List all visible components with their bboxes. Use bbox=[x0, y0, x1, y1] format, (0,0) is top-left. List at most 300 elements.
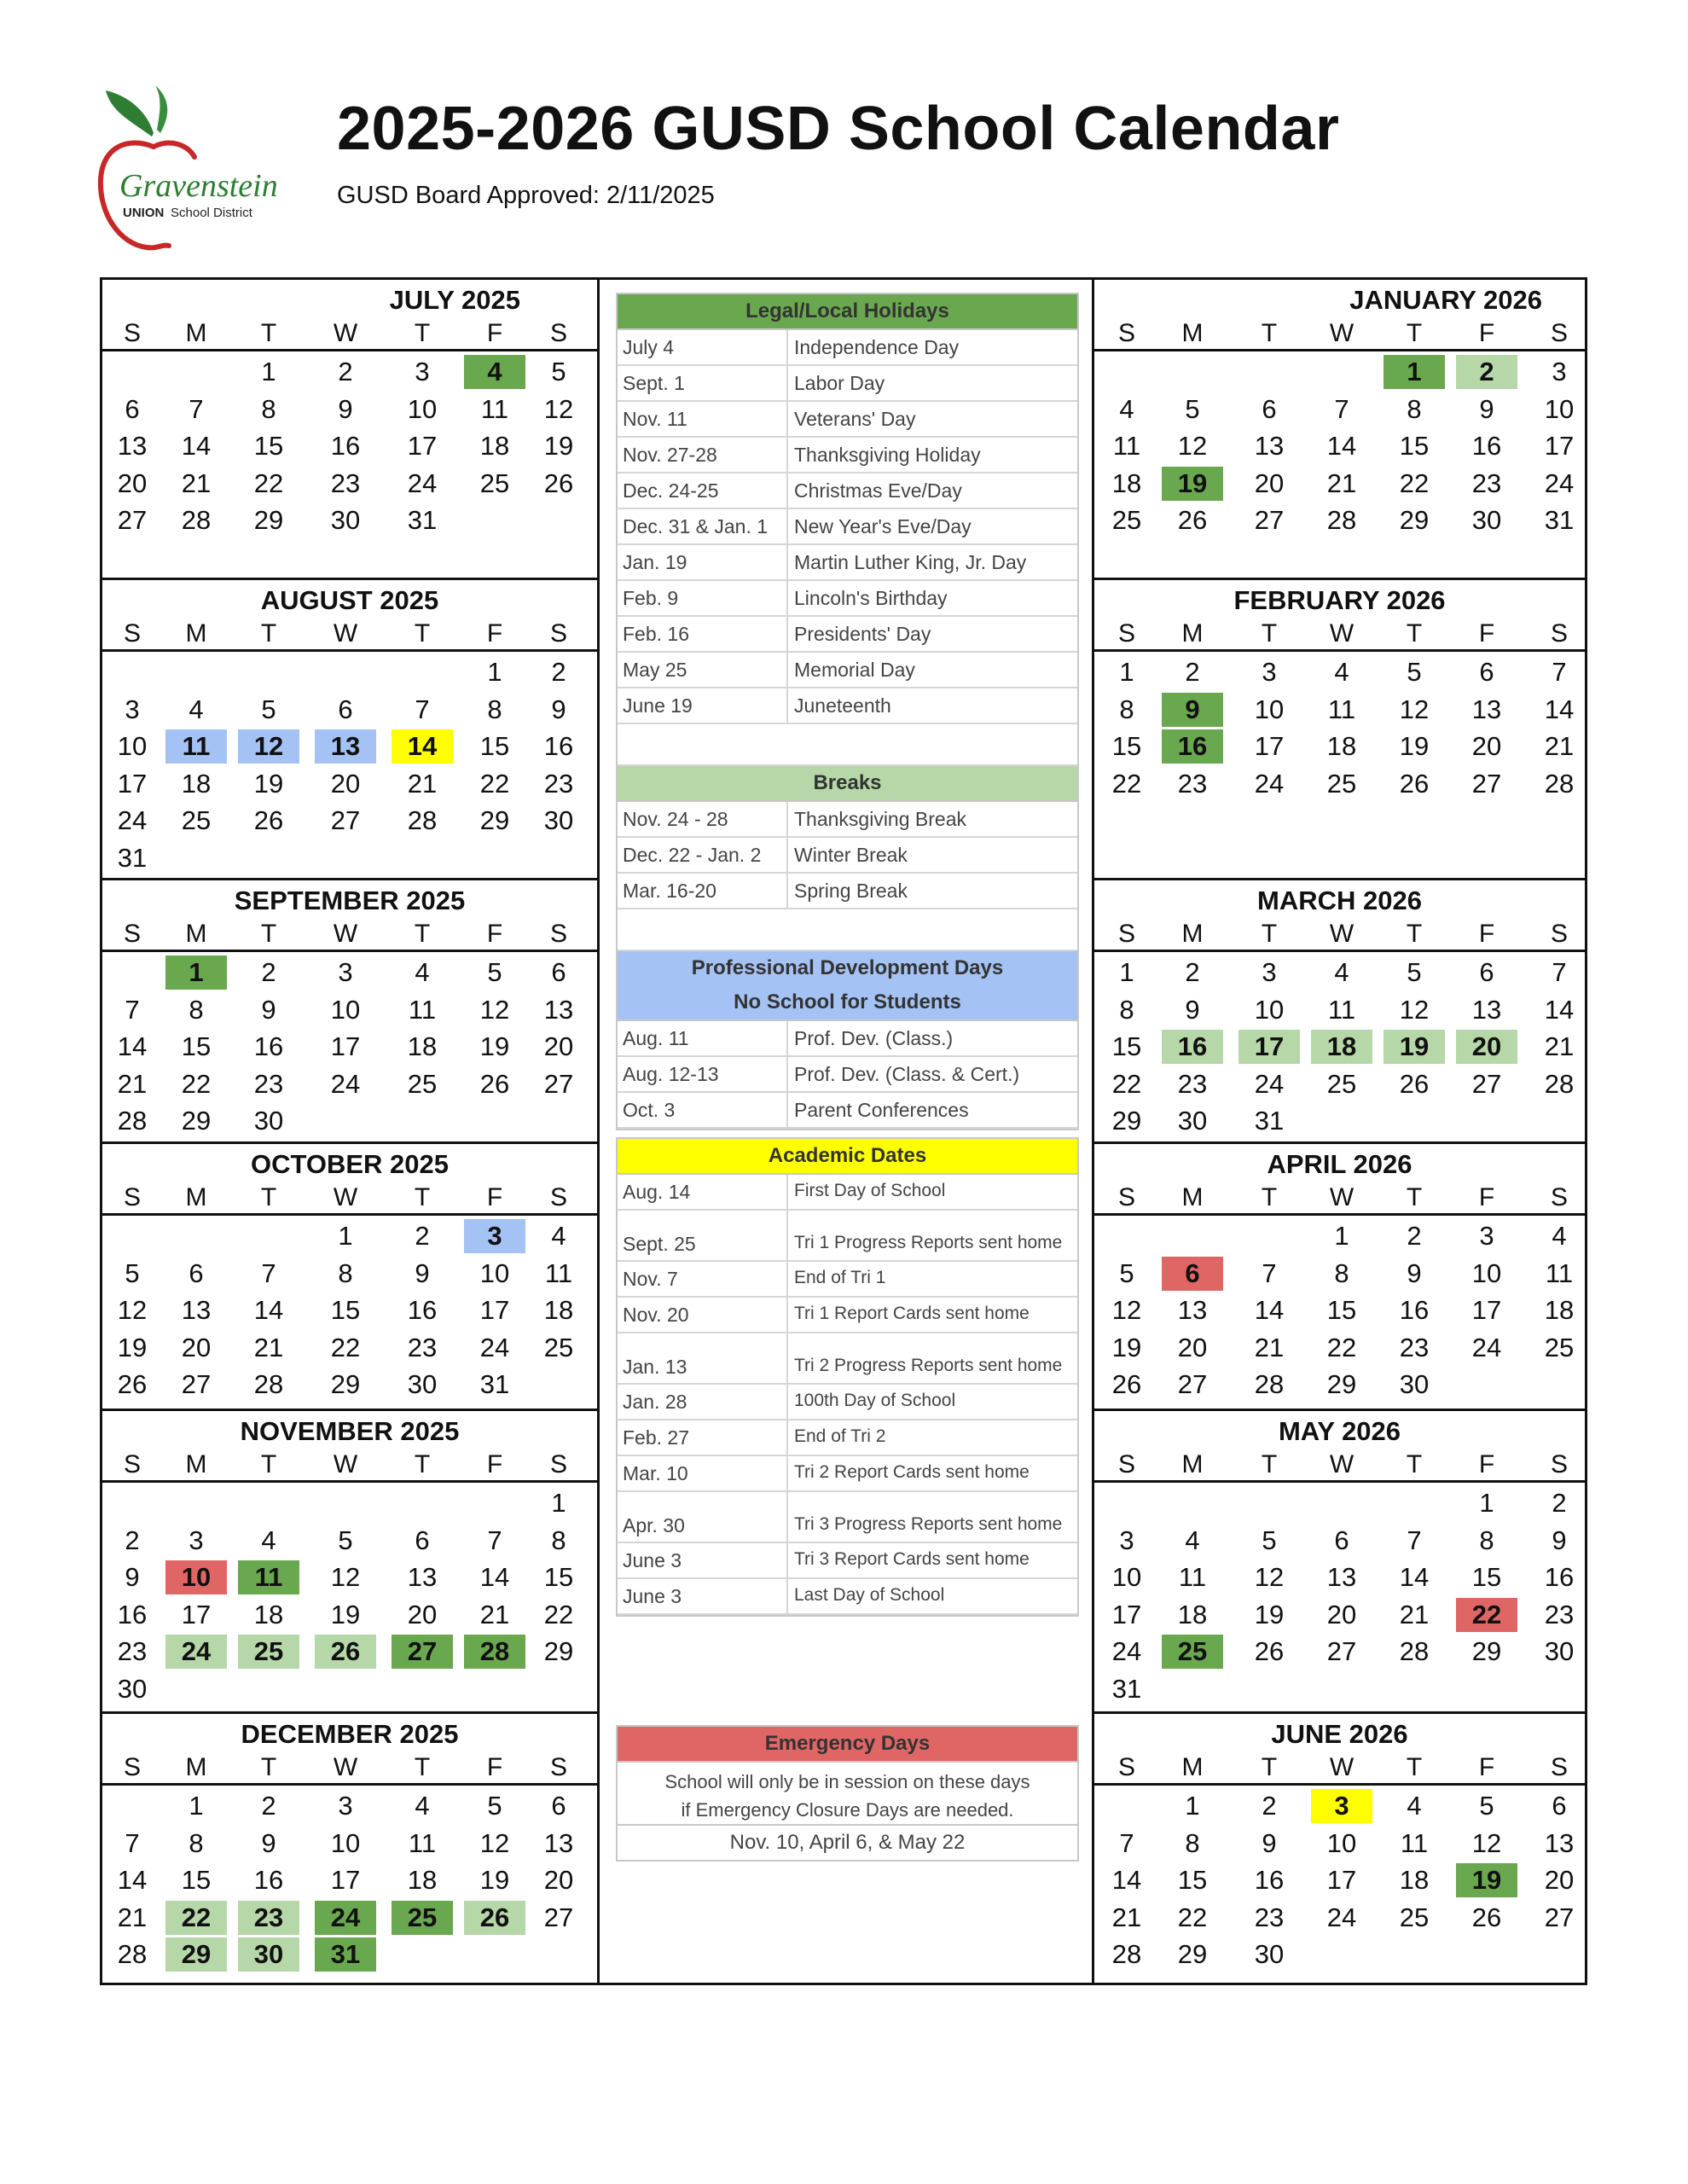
calendar-day: 1 bbox=[1119, 957, 1134, 987]
calendar-day: 17 bbox=[407, 431, 438, 461]
calendar-day: 23 bbox=[407, 1332, 438, 1362]
weekday-label: F bbox=[1478, 619, 1495, 648]
month-september-2025 bbox=[102, 880, 597, 1144]
calendar-day: 19 bbox=[1254, 1599, 1285, 1629]
calendar-day: 18 bbox=[543, 1295, 574, 1325]
calendar-day: 23 bbox=[117, 1636, 148, 1666]
logo-sub-bold: UNION bbox=[123, 206, 165, 220]
weekday-label: S bbox=[1117, 319, 1135, 347]
month-april-2026 bbox=[1094, 1144, 1585, 1411]
academic-date: June 3 bbox=[623, 1585, 682, 1607]
calendar-day: 3 bbox=[464, 1219, 525, 1253]
calendar-day: 30 bbox=[543, 805, 574, 835]
calendar-day: 15 bbox=[1471, 1562, 1502, 1592]
weekday-label: F bbox=[486, 319, 503, 347]
calendar-day: 13 bbox=[315, 729, 376, 764]
academic-row bbox=[618, 1333, 1077, 1385]
weekday-label: F bbox=[1478, 319, 1495, 347]
emergency-title: Emergency Days bbox=[618, 1727, 1077, 1763]
calendar-day: 14 bbox=[1111, 1865, 1142, 1895]
weekday-label: S bbox=[123, 619, 141, 648]
weekday-label: T bbox=[1406, 619, 1423, 648]
calendar-day: 7 bbox=[261, 1258, 276, 1288]
calendar-day: 18 bbox=[407, 1865, 438, 1895]
calendar-day: 26 bbox=[479, 1068, 510, 1099]
calendar-day: 5 bbox=[1119, 1258, 1134, 1288]
calendar-day: 21 bbox=[1544, 1031, 1575, 1061]
holidays-row bbox=[618, 366, 1077, 402]
calendar-day: 22 bbox=[1177, 1902, 1208, 1932]
calendar-day: 2 bbox=[261, 1791, 276, 1821]
weekday-label: S bbox=[1117, 1450, 1135, 1478]
calendar-day: 31 bbox=[479, 1369, 510, 1399]
calendar-day: 22 bbox=[479, 768, 510, 799]
calendar-day: 24 bbox=[117, 805, 148, 835]
calendar-day: 28 bbox=[1399, 1636, 1430, 1666]
calendar-day: 13 bbox=[1254, 431, 1285, 461]
weekday-header bbox=[1094, 314, 1585, 351]
calendar-day: 12 bbox=[1399, 694, 1430, 724]
calendar-day: 2 bbox=[338, 357, 353, 386]
calendar-day: 4 bbox=[1119, 393, 1134, 424]
academic-date: Mar. 10 bbox=[623, 1462, 688, 1484]
calendar-day: 6 bbox=[1162, 1257, 1223, 1291]
weekday-label: W bbox=[333, 619, 358, 648]
calendar-day: 23 bbox=[253, 1068, 284, 1099]
month-june-2026 bbox=[1094, 1714, 1585, 1985]
calendar-day: 26 bbox=[1399, 768, 1430, 799]
calendar-day: 9 bbox=[261, 1827, 276, 1858]
weekday-label: S bbox=[549, 1183, 567, 1211]
weekday-label: F bbox=[486, 1183, 503, 1211]
calendar-day: 5 bbox=[1407, 657, 1422, 687]
calendar-day: 25 bbox=[392, 1901, 453, 1935]
calendar-day: 25 bbox=[238, 1635, 299, 1669]
calendar-day: 15 bbox=[543, 1562, 574, 1592]
calendar-day: 28 bbox=[1544, 1068, 1575, 1099]
academic-title: Academic Dates bbox=[618, 1139, 1077, 1175]
calendar-day: 23 bbox=[238, 1901, 299, 1935]
leaf-icon bbox=[155, 85, 167, 133]
calendar-day: 8 bbox=[189, 994, 204, 1025]
calendar-day: 6 bbox=[338, 694, 353, 724]
weekday-label: W bbox=[333, 1183, 358, 1211]
weekday-header bbox=[102, 1445, 597, 1483]
calendar-day: 14 bbox=[392, 729, 453, 764]
calendar-day: 25 bbox=[181, 805, 212, 835]
calendar-day: 2 bbox=[1185, 957, 1200, 987]
calendar-day: 8 bbox=[338, 1258, 353, 1288]
calendar-day: 27 bbox=[330, 805, 361, 835]
breaks-row bbox=[618, 874, 1077, 909]
calendar-day: 14 bbox=[479, 1562, 510, 1592]
calendar-day: 6 bbox=[125, 393, 140, 424]
calendar-day: 8 bbox=[189, 1827, 204, 1858]
weekday-label: M bbox=[1181, 1753, 1204, 1781]
calendar-day: 18 bbox=[479, 431, 510, 461]
weekday-label: S bbox=[1117, 619, 1135, 648]
calendar-day: 9 bbox=[261, 994, 276, 1025]
calendar-day: 26 bbox=[1254, 1636, 1285, 1666]
calendar-day: 17 bbox=[1111, 1599, 1142, 1629]
calendar-day: 14 bbox=[1326, 431, 1357, 461]
calendar-day: 24 bbox=[165, 1635, 227, 1669]
calendar-day: 30 bbox=[1254, 1939, 1285, 1969]
month-may-2026 bbox=[1094, 1411, 1585, 1714]
holidays-description: Martin Luther King, Jr. Day bbox=[794, 551, 1027, 573]
calendar-day: 30 bbox=[238, 1937, 299, 1972]
calendar-day: 15 bbox=[1177, 1865, 1208, 1895]
calendar-day: 21 bbox=[1544, 731, 1575, 761]
calendar-day: 27 bbox=[1254, 505, 1285, 535]
weekday-label: S bbox=[1550, 1450, 1568, 1478]
calendar-day: 4 bbox=[1552, 1221, 1567, 1251]
calendar-day: 26 bbox=[464, 1901, 525, 1935]
calendar-day: 26 bbox=[1177, 505, 1208, 535]
calendar-day: 20 bbox=[117, 468, 148, 498]
calendar-day: 18 bbox=[1311, 1030, 1372, 1064]
calendar-day: 21 bbox=[117, 1902, 148, 1932]
calendar-day: 18 bbox=[1177, 1599, 1208, 1629]
month-august-2025 bbox=[102, 580, 597, 880]
holidays-date: Nov. 27-28 bbox=[623, 444, 717, 466]
holidays-description: Labor Day bbox=[794, 372, 885, 394]
academic-description: Tri 3 Progress Reports sent home bbox=[794, 1514, 1063, 1534]
calendar-day: 26 bbox=[117, 1369, 148, 1399]
calendar-day: 2 bbox=[1552, 1488, 1567, 1518]
academic-row bbox=[618, 1456, 1077, 1492]
calendar-day: 9 bbox=[1552, 1525, 1567, 1555]
calendar-day: 30 bbox=[253, 1106, 284, 1136]
weekday-label: M bbox=[1181, 319, 1204, 347]
weekday-label: S bbox=[1117, 1183, 1135, 1211]
holidays-row bbox=[618, 653, 1077, 688]
calendar-day: 25 bbox=[479, 468, 510, 498]
calendar-day: 7 bbox=[1262, 1258, 1277, 1288]
calendar-day: 5 bbox=[487, 1791, 502, 1821]
calendar-day: 5 bbox=[551, 357, 566, 386]
calendar-day: 26 bbox=[1399, 1068, 1430, 1099]
month-march-2026 bbox=[1094, 880, 1585, 1144]
calendar-day: 10 bbox=[1471, 1258, 1502, 1288]
calendar-day: 2 bbox=[1262, 1791, 1277, 1821]
calendar-day: 11 bbox=[1178, 1562, 1207, 1592]
weekday-label: M bbox=[185, 1450, 207, 1478]
calendar-day: 16 bbox=[1254, 1865, 1285, 1895]
academic-row bbox=[618, 1420, 1077, 1456]
weekday-label: S bbox=[1550, 920, 1568, 948]
academic-date: Jan. 13 bbox=[623, 1356, 687, 1378]
calendar-day: 28 bbox=[1326, 505, 1357, 535]
calendar-day: 16 bbox=[330, 431, 361, 461]
calendar-day: 10 bbox=[165, 1560, 227, 1594]
weekday-label: S bbox=[549, 1753, 567, 1781]
calendar-day: 16 bbox=[1162, 729, 1223, 764]
calendar-day: 18 bbox=[407, 1031, 438, 1061]
weekday-label: S bbox=[1117, 1753, 1135, 1781]
calendar-day: 22 bbox=[1111, 1068, 1142, 1099]
calendar-day: 9 bbox=[1407, 1258, 1422, 1288]
emergency-line-2: if Emergency Closure Days are needed. bbox=[681, 1799, 1014, 1821]
calendar-day: 5 bbox=[125, 1258, 140, 1288]
calendar-day: 9 bbox=[1262, 1827, 1277, 1858]
calendar-day: 4 bbox=[189, 694, 204, 724]
weekday-label: F bbox=[1478, 1753, 1495, 1781]
calendar-day: 12 bbox=[479, 1827, 510, 1858]
calendar-day: 24 bbox=[1111, 1636, 1142, 1666]
weekday-label: M bbox=[185, 319, 207, 347]
holidays-date: Nov. 11 bbox=[623, 408, 687, 430]
calendar-day: 4 bbox=[464, 355, 525, 389]
month-name: OCTOBER 2025 bbox=[250, 1149, 449, 1179]
academic-row bbox=[618, 1543, 1077, 1579]
calendar-day: 14 bbox=[1544, 694, 1575, 724]
month-october-2025 bbox=[102, 1144, 597, 1411]
calendar-day: 24 bbox=[1326, 1902, 1357, 1932]
logo-sub: School District bbox=[171, 206, 252, 220]
calendar-day: 7 bbox=[415, 694, 430, 724]
logo-name: Gravenstein bbox=[119, 168, 278, 204]
calendar-day: 10 bbox=[1544, 393, 1575, 424]
calendar-day: 21 bbox=[1111, 1902, 1142, 1932]
holidays-date: July 4 bbox=[623, 336, 675, 358]
weekday-label: T bbox=[1406, 1183, 1423, 1211]
calendar-day: 28 bbox=[181, 505, 212, 535]
weekday-label: T bbox=[414, 319, 431, 347]
calendar-day: 23 bbox=[1399, 1332, 1430, 1362]
holidays-row bbox=[618, 402, 1077, 438]
calendar-day: 20 bbox=[543, 1031, 574, 1061]
calendar-day: 29 bbox=[1111, 1106, 1142, 1136]
holidays-date: Dec. 31 & Jan. 1 bbox=[623, 515, 769, 537]
calendar-day: 8 bbox=[1185, 1827, 1200, 1858]
calendar-day: 19 bbox=[117, 1332, 148, 1362]
prodev-description: Parent Conferences bbox=[794, 1099, 969, 1121]
academic-row bbox=[618, 1298, 1077, 1333]
calendar-day: 29 bbox=[330, 1369, 361, 1399]
calendar-day: 19 bbox=[1111, 1332, 1142, 1362]
calendar-day: 12 bbox=[330, 1562, 361, 1592]
calendar-day: 31 bbox=[1111, 1673, 1142, 1704]
academic-row bbox=[618, 1211, 1077, 1262]
calendar-day: 6 bbox=[1262, 393, 1277, 424]
weekday-label: W bbox=[1329, 920, 1354, 948]
calendar-day: 9 bbox=[1185, 994, 1200, 1025]
weekday-label: F bbox=[486, 1450, 503, 1478]
calendar-day: 5 bbox=[1479, 1791, 1494, 1821]
calendar-day: 28 bbox=[1254, 1369, 1285, 1399]
calendar-day: 2 bbox=[1185, 657, 1200, 687]
weekday-label: F bbox=[486, 920, 503, 948]
calendar-day: 10 bbox=[1326, 1827, 1357, 1858]
weekday-label: T bbox=[260, 1450, 277, 1478]
calendar-day: 10 bbox=[1254, 994, 1285, 1025]
calendar-day: 11 bbox=[408, 994, 437, 1025]
weekday-label: T bbox=[1406, 920, 1423, 948]
calendar-day: 23 bbox=[1177, 1068, 1208, 1099]
weekday-label: S bbox=[549, 1450, 567, 1478]
calendar-day: 10 bbox=[1111, 1562, 1142, 1592]
calendar-day: 25 bbox=[1111, 505, 1142, 535]
calendar-day: 4 bbox=[1334, 657, 1349, 687]
calendar-day: 24 bbox=[1544, 468, 1575, 498]
calendar-day: 20 bbox=[543, 1865, 574, 1895]
holidays-description: New Year's Eve/Day bbox=[794, 515, 972, 537]
calendar-day: 25 bbox=[1162, 1635, 1223, 1669]
calendar-day: 18 bbox=[1326, 731, 1357, 761]
calendar-day: 20 bbox=[407, 1599, 438, 1629]
weekday-header bbox=[102, 314, 597, 351]
month-name: SEPTEMBER 2025 bbox=[234, 886, 466, 915]
calendar-day: 3 bbox=[338, 1791, 353, 1821]
weekday-label: F bbox=[1478, 1183, 1495, 1211]
weekday-label: T bbox=[1406, 1753, 1423, 1781]
calendar-day: 14 bbox=[1544, 994, 1575, 1025]
calendar-day: 19 bbox=[543, 431, 574, 461]
academic-row bbox=[618, 1385, 1077, 1420]
calendar-day: 10 bbox=[1254, 694, 1285, 724]
calendar-day: 16 bbox=[1162, 1030, 1223, 1064]
calendar-day: 7 bbox=[189, 393, 204, 424]
calendar-day: 30 bbox=[330, 505, 361, 535]
weekday-header bbox=[1094, 614, 1585, 652]
calendar-day: 22 bbox=[1326, 1332, 1357, 1362]
calendar-day: 24 bbox=[1471, 1332, 1502, 1362]
calendar-day: 26 bbox=[1111, 1369, 1142, 1399]
weekday-label: M bbox=[185, 1183, 207, 1211]
weekday-label: M bbox=[1181, 920, 1204, 948]
calendar-day: 7 bbox=[125, 994, 140, 1025]
calendar-day: 13 bbox=[117, 431, 148, 461]
calendar-day: 15 bbox=[1399, 431, 1430, 461]
calendar-day: 13 bbox=[543, 994, 574, 1025]
column-divider bbox=[597, 280, 600, 1983]
emergency-line-1: School will only be in session on these days bbox=[664, 1771, 1030, 1792]
calendar-day: 25 bbox=[1326, 1068, 1357, 1099]
page-title: 2025-2026 GUSD School Calendar bbox=[337, 95, 1340, 163]
calendar-day: 16 bbox=[543, 731, 574, 761]
calendar-day: 29 bbox=[543, 1636, 574, 1666]
calendar-day: 8 bbox=[1119, 694, 1134, 724]
calendar-day: 11 bbox=[1112, 431, 1141, 461]
calendar-day: 12 bbox=[479, 994, 510, 1025]
academic-description: Tri 1 Report Cards sent home bbox=[794, 1304, 1030, 1323]
weekday-header bbox=[102, 915, 597, 952]
breaks-title: Breaks bbox=[618, 766, 1077, 802]
weekday-label: W bbox=[1329, 619, 1354, 648]
holidays-row bbox=[618, 581, 1077, 617]
holidays-date: Sept. 1 bbox=[623, 372, 685, 394]
calendar-day: 6 bbox=[551, 1791, 566, 1821]
weekday-label: F bbox=[1478, 920, 1495, 948]
weekday-label: S bbox=[549, 619, 567, 648]
weekday-label: S bbox=[123, 1450, 141, 1478]
holidays-date: Feb. 9 bbox=[623, 587, 679, 609]
prodev-description: Prof. Dev. (Class.) bbox=[794, 1027, 954, 1049]
calendar-day: 9 bbox=[1479, 393, 1494, 424]
calendar-day: 21 bbox=[253, 1332, 284, 1362]
holidays-table bbox=[616, 293, 1079, 1130]
calendar-day: 29 bbox=[181, 1106, 212, 1136]
calendar-day: 14 bbox=[1399, 1562, 1430, 1592]
holidays-date: Jan. 19 bbox=[623, 551, 687, 573]
month-name: MAY 2026 bbox=[1278, 1416, 1401, 1446]
calendar-day: 25 bbox=[407, 1068, 438, 1099]
calendar-day: 21 bbox=[1399, 1599, 1430, 1629]
holidays-description: Presidents' Day bbox=[794, 623, 931, 645]
calendar-day: 17 bbox=[330, 1031, 361, 1061]
month-january-2026 bbox=[1094, 280, 1585, 580]
calendar-day: 29 bbox=[1326, 1369, 1357, 1399]
holidays-description: Lincoln's Birthday bbox=[794, 587, 948, 609]
calendar-day: 14 bbox=[253, 1295, 284, 1325]
calendar-day: 22 bbox=[543, 1599, 574, 1629]
calendar-day: 16 bbox=[117, 1599, 148, 1629]
weekday-label: S bbox=[1550, 1753, 1568, 1781]
calendar-day: 15 bbox=[181, 1031, 212, 1061]
calendar-day: 1 bbox=[165, 956, 227, 990]
calendar-day: 28 bbox=[117, 1106, 148, 1136]
weekday-label: T bbox=[414, 1753, 431, 1781]
weekday-label: S bbox=[123, 319, 141, 347]
weekday-label: W bbox=[333, 1450, 358, 1478]
calendar-day: 6 bbox=[1334, 1525, 1349, 1555]
calendar-day: 15 bbox=[330, 1295, 361, 1325]
weekday-label: F bbox=[486, 619, 503, 648]
weekday-label: T bbox=[1406, 1450, 1423, 1478]
academic-date: Sept. 25 bbox=[623, 1233, 696, 1255]
weekday-header bbox=[1094, 1748, 1585, 1786]
calendar-day: 11 bbox=[165, 729, 227, 764]
month-december-2025 bbox=[102, 1714, 597, 1985]
academic-row bbox=[618, 1175, 1077, 1211]
calendar-day: 28 bbox=[1111, 1939, 1142, 1969]
calendar-day: 27 bbox=[392, 1635, 453, 1669]
calendar-day: 28 bbox=[253, 1369, 284, 1399]
holidays-description: Juneteenth bbox=[794, 694, 891, 717]
calendar-day: 4 bbox=[1407, 1791, 1422, 1821]
calendar-day: 7 bbox=[125, 1827, 140, 1858]
calendar-day: 24 bbox=[1254, 1068, 1285, 1099]
calendar-day: 26 bbox=[1471, 1902, 1502, 1932]
calendar-day: 1 bbox=[1119, 657, 1134, 687]
prodev-date: Aug. 11 bbox=[623, 1027, 689, 1049]
calendar-day: 2 bbox=[1456, 355, 1517, 389]
calendar-day: 6 bbox=[551, 957, 566, 987]
calendar-day: 23 bbox=[1544, 1599, 1575, 1629]
calendar-day: 15 bbox=[1326, 1295, 1357, 1325]
month-november-2025 bbox=[102, 1411, 597, 1714]
calendar-day: 20 bbox=[330, 768, 361, 799]
calendar-day: 24 bbox=[315, 1901, 376, 1935]
breaks-description: Thanksgiving Break bbox=[794, 808, 966, 830]
weekday-label: M bbox=[185, 1753, 207, 1781]
calendar-day: 4 bbox=[261, 1525, 276, 1555]
calendar-day: 5 bbox=[338, 1525, 353, 1555]
calendar-day: 22 bbox=[330, 1332, 361, 1362]
calendar-day: 1 bbox=[1479, 1488, 1494, 1518]
calendar-day: 31 bbox=[407, 505, 438, 535]
calendar-day: 4 bbox=[551, 1221, 566, 1251]
calendar-day: 21 bbox=[1254, 1332, 1285, 1362]
weekday-header bbox=[102, 1178, 597, 1216]
month-july-2025 bbox=[102, 280, 597, 580]
calendar-day: 29 bbox=[253, 505, 284, 535]
calendar-day: 17 bbox=[1238, 1030, 1300, 1064]
calendar-day: 26 bbox=[253, 805, 284, 835]
holidays-description: Christmas Eve/Day bbox=[794, 479, 962, 502]
breaks-row bbox=[618, 802, 1077, 838]
